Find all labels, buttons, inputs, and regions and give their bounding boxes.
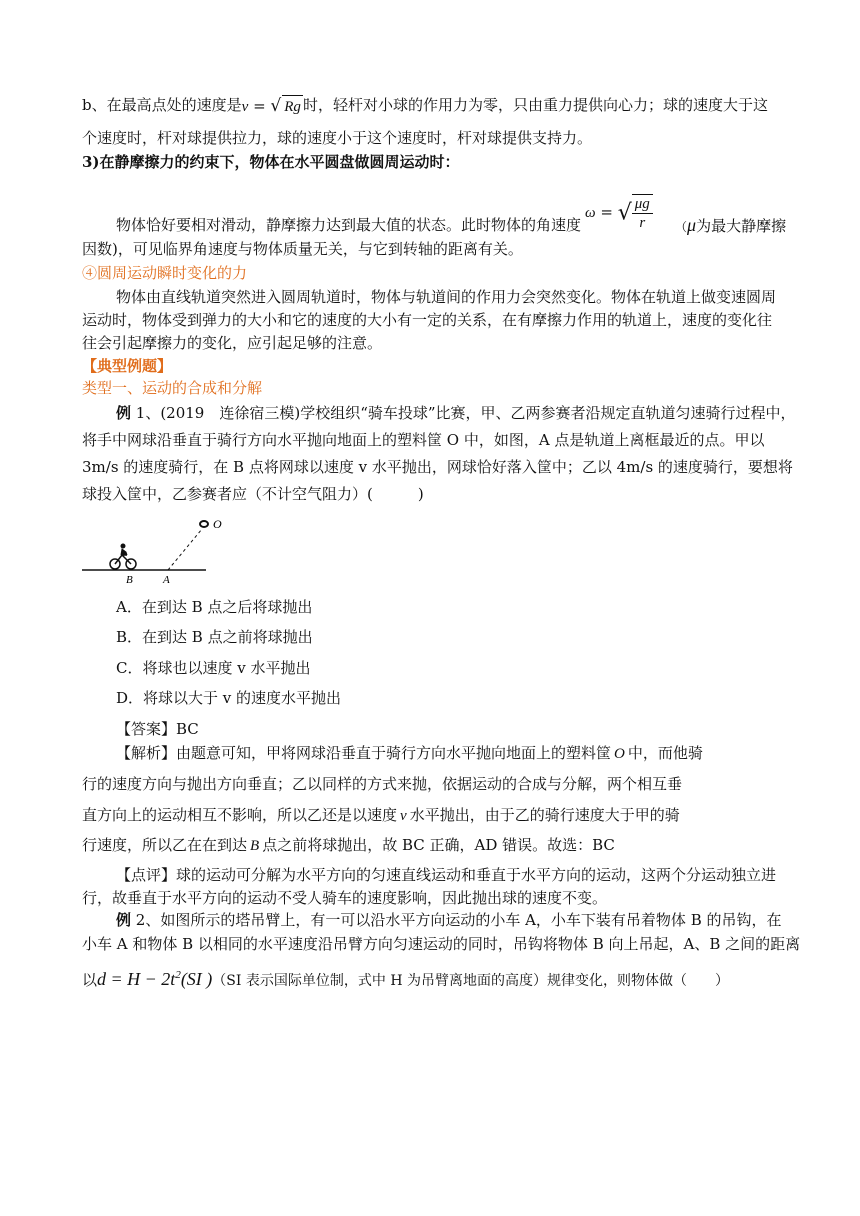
analysis-l1-prefix: 【解析】由题意可知，甲将网球沿垂直于骑行方向水平抛向地面上的塑料筐	[116, 744, 612, 762]
example2-line	[116, 909, 816, 931]
fraction-denominator: r	[639, 215, 646, 231]
label-b: B	[126, 574, 133, 586]
example2-label: 例	[116, 911, 132, 929]
answer: 【答案】BC	[116, 720, 199, 738]
sqrt-sign: √	[270, 95, 282, 116]
item3-para-tail	[675, 214, 786, 238]
comment-line: 行，故垂直于水平方向的运动不受人骑车的速度影响，因此抛出球的速度不变。	[82, 889, 608, 907]
example1-line: 将手中网球沿垂直于骑行方向水平抛向地面上的塑料筐 O 中，如图，A 点是轨道上离框最近的点。甲以	[82, 431, 765, 449]
section4-para-line: 往会引起摩擦力的变化，应引起足够的注意。	[82, 334, 383, 352]
cyclist-figure	[80, 515, 240, 587]
label-o: O	[213, 517, 222, 531]
example1-line	[116, 402, 816, 424]
analysis-line	[82, 834, 782, 857]
comment-line: 【点评】球的运动可分解为水平方向的匀速直线运动和垂直于水平方向的运动，这两个分运动独立进	[116, 866, 777, 884]
item3-heading: 3)在静摩擦力的约束下，物体在水平圆盘做圆周运动时：	[82, 153, 460, 171]
analysis-l1-suffix: 中，而他骑	[627, 744, 703, 762]
analysis-line	[82, 804, 782, 827]
formula-eq: =	[253, 96, 266, 115]
item3-para-prefix: 物体恰好要相对滑动，静摩擦力达到最大值的状态。此时物体的角速度	[116, 216, 582, 234]
section4-para-line: 物体由直线轨道突然进入圆周轨道时，物体与轨道间的作用力会突然变化。物体在轨道上做变速圆周	[116, 288, 777, 306]
typical-examples-heading: 【典型例题】	[82, 357, 173, 375]
section4-title: ④圆周运动瞬时变化的力	[82, 264, 248, 282]
label-a: A	[163, 574, 170, 586]
example2-l3-suffix: （SI 表示国际单位制，式中 H 为吊臂离地面的高度）规律变化，则物体做（ ）	[212, 973, 729, 989]
sqrt-sign-omega: √	[617, 200, 632, 226]
example1-line: 球投入筐中，乙参赛者应（不计空气阻力）( )	[82, 485, 424, 503]
option-a: A．在到达 B 点之后将球抛出	[116, 598, 313, 616]
type1-heading: 类型一、运动的合成和分解	[82, 379, 263, 397]
example1-label: 例	[116, 404, 132, 422]
mu-symbol: μ	[687, 215, 697, 235]
example2-line: 小车 A 和物体 B 以相同的水平速度沿吊臂方向匀速运动的同时，吊钩将物体 B 向上吊起，A、B 之间的距离	[82, 935, 801, 953]
example2-line	[82, 964, 782, 992]
omega-symbol: ω	[585, 205, 596, 221]
analysis-l4-suffix: 点之前将球抛出，故 BC 正确，AD 错误。故选：BC	[262, 836, 615, 854]
b-line-cont: 个速度时，杆对球提供拉力，球的速度小于这个速度时，杆对球提供支持力。	[82, 129, 593, 147]
analysis-l4-prefix: 行速度，所以乙在在到达	[82, 836, 248, 854]
option-c: C．将球也以速度 v 水平抛出	[116, 659, 311, 677]
b-line-suffix: 时，轻杆对小球的作用力为零，只由重力提供向心力；球的速度大于这	[302, 96, 768, 114]
cyclist-icon	[110, 544, 136, 570]
paren: （	[675, 220, 688, 234]
analysis-v: v	[400, 808, 407, 824]
b-line	[82, 94, 782, 118]
option-b: B．在到达 B 点之前将球抛出	[116, 628, 313, 646]
dashed-throw-line	[168, 529, 202, 570]
example2-l3-prefix: 以	[82, 971, 98, 989]
omega-eq: =	[600, 203, 613, 221]
formula-radicand: Rg	[282, 95, 303, 118]
analysis-line: 行的速度方向与抛出方向垂直；乙以同样的方式来抛，依据运动的合成与分解，两个相互垂	[82, 775, 683, 793]
b-line-prefix: b、在最高点处的速度是	[82, 96, 242, 114]
formula-sup: 2	[175, 969, 181, 981]
example2-line-text: 2、如图所示的塔吊臂上，有一可以沿水平方向运动的小车 A，小车下装有吊着物体 B 的吊钩，在	[131, 911, 782, 929]
formula-unit: (SI )	[180, 969, 213, 989]
option-d: D．将球以大于 v 的速度水平抛出	[116, 689, 342, 707]
example2-formula	[97, 969, 212, 989]
analysis-o: O	[614, 746, 625, 762]
item3-para-cont: 因数)，可见临界角速度与物体质量无关，与它到转轴的距离有关。	[82, 240, 523, 258]
analysis-l3-prefix: 直方向上的运动相互不影响，所以乙还是以速度	[82, 806, 398, 824]
basket-o-icon	[200, 521, 208, 527]
example1-line-text: 1、(2019 连徐宿三模)学校组织“骑车投球”比赛，甲、乙两参赛者沿规定直轨道匀速骑行过程中，	[131, 404, 796, 422]
velocity-formula	[242, 95, 303, 118]
example1-line: 3m/s 的速度骑行，在 B 点将网球以速度 v 水平抛出，网球恰好落入筐中；乙以 4m/s 的速度骑行，要想将	[82, 458, 793, 476]
analysis-line	[116, 742, 816, 765]
fraction-numerator: μg	[632, 195, 653, 214]
formula-main: d = H − 2t	[97, 969, 176, 989]
formula-v: v	[241, 98, 249, 115]
analysis-l3-suffix: 水平抛出，由于乙的骑行速度大于甲的骑	[409, 806, 680, 824]
section4-para-line: 运动时，物体受到弹力的大小和它的速度的大小有一定的关系，在有摩擦力作用的轨道上，速度的变化往	[82, 311, 773, 329]
item3-para-suffix: 为最大静摩擦	[696, 217, 787, 235]
analysis-b: B	[250, 838, 260, 854]
